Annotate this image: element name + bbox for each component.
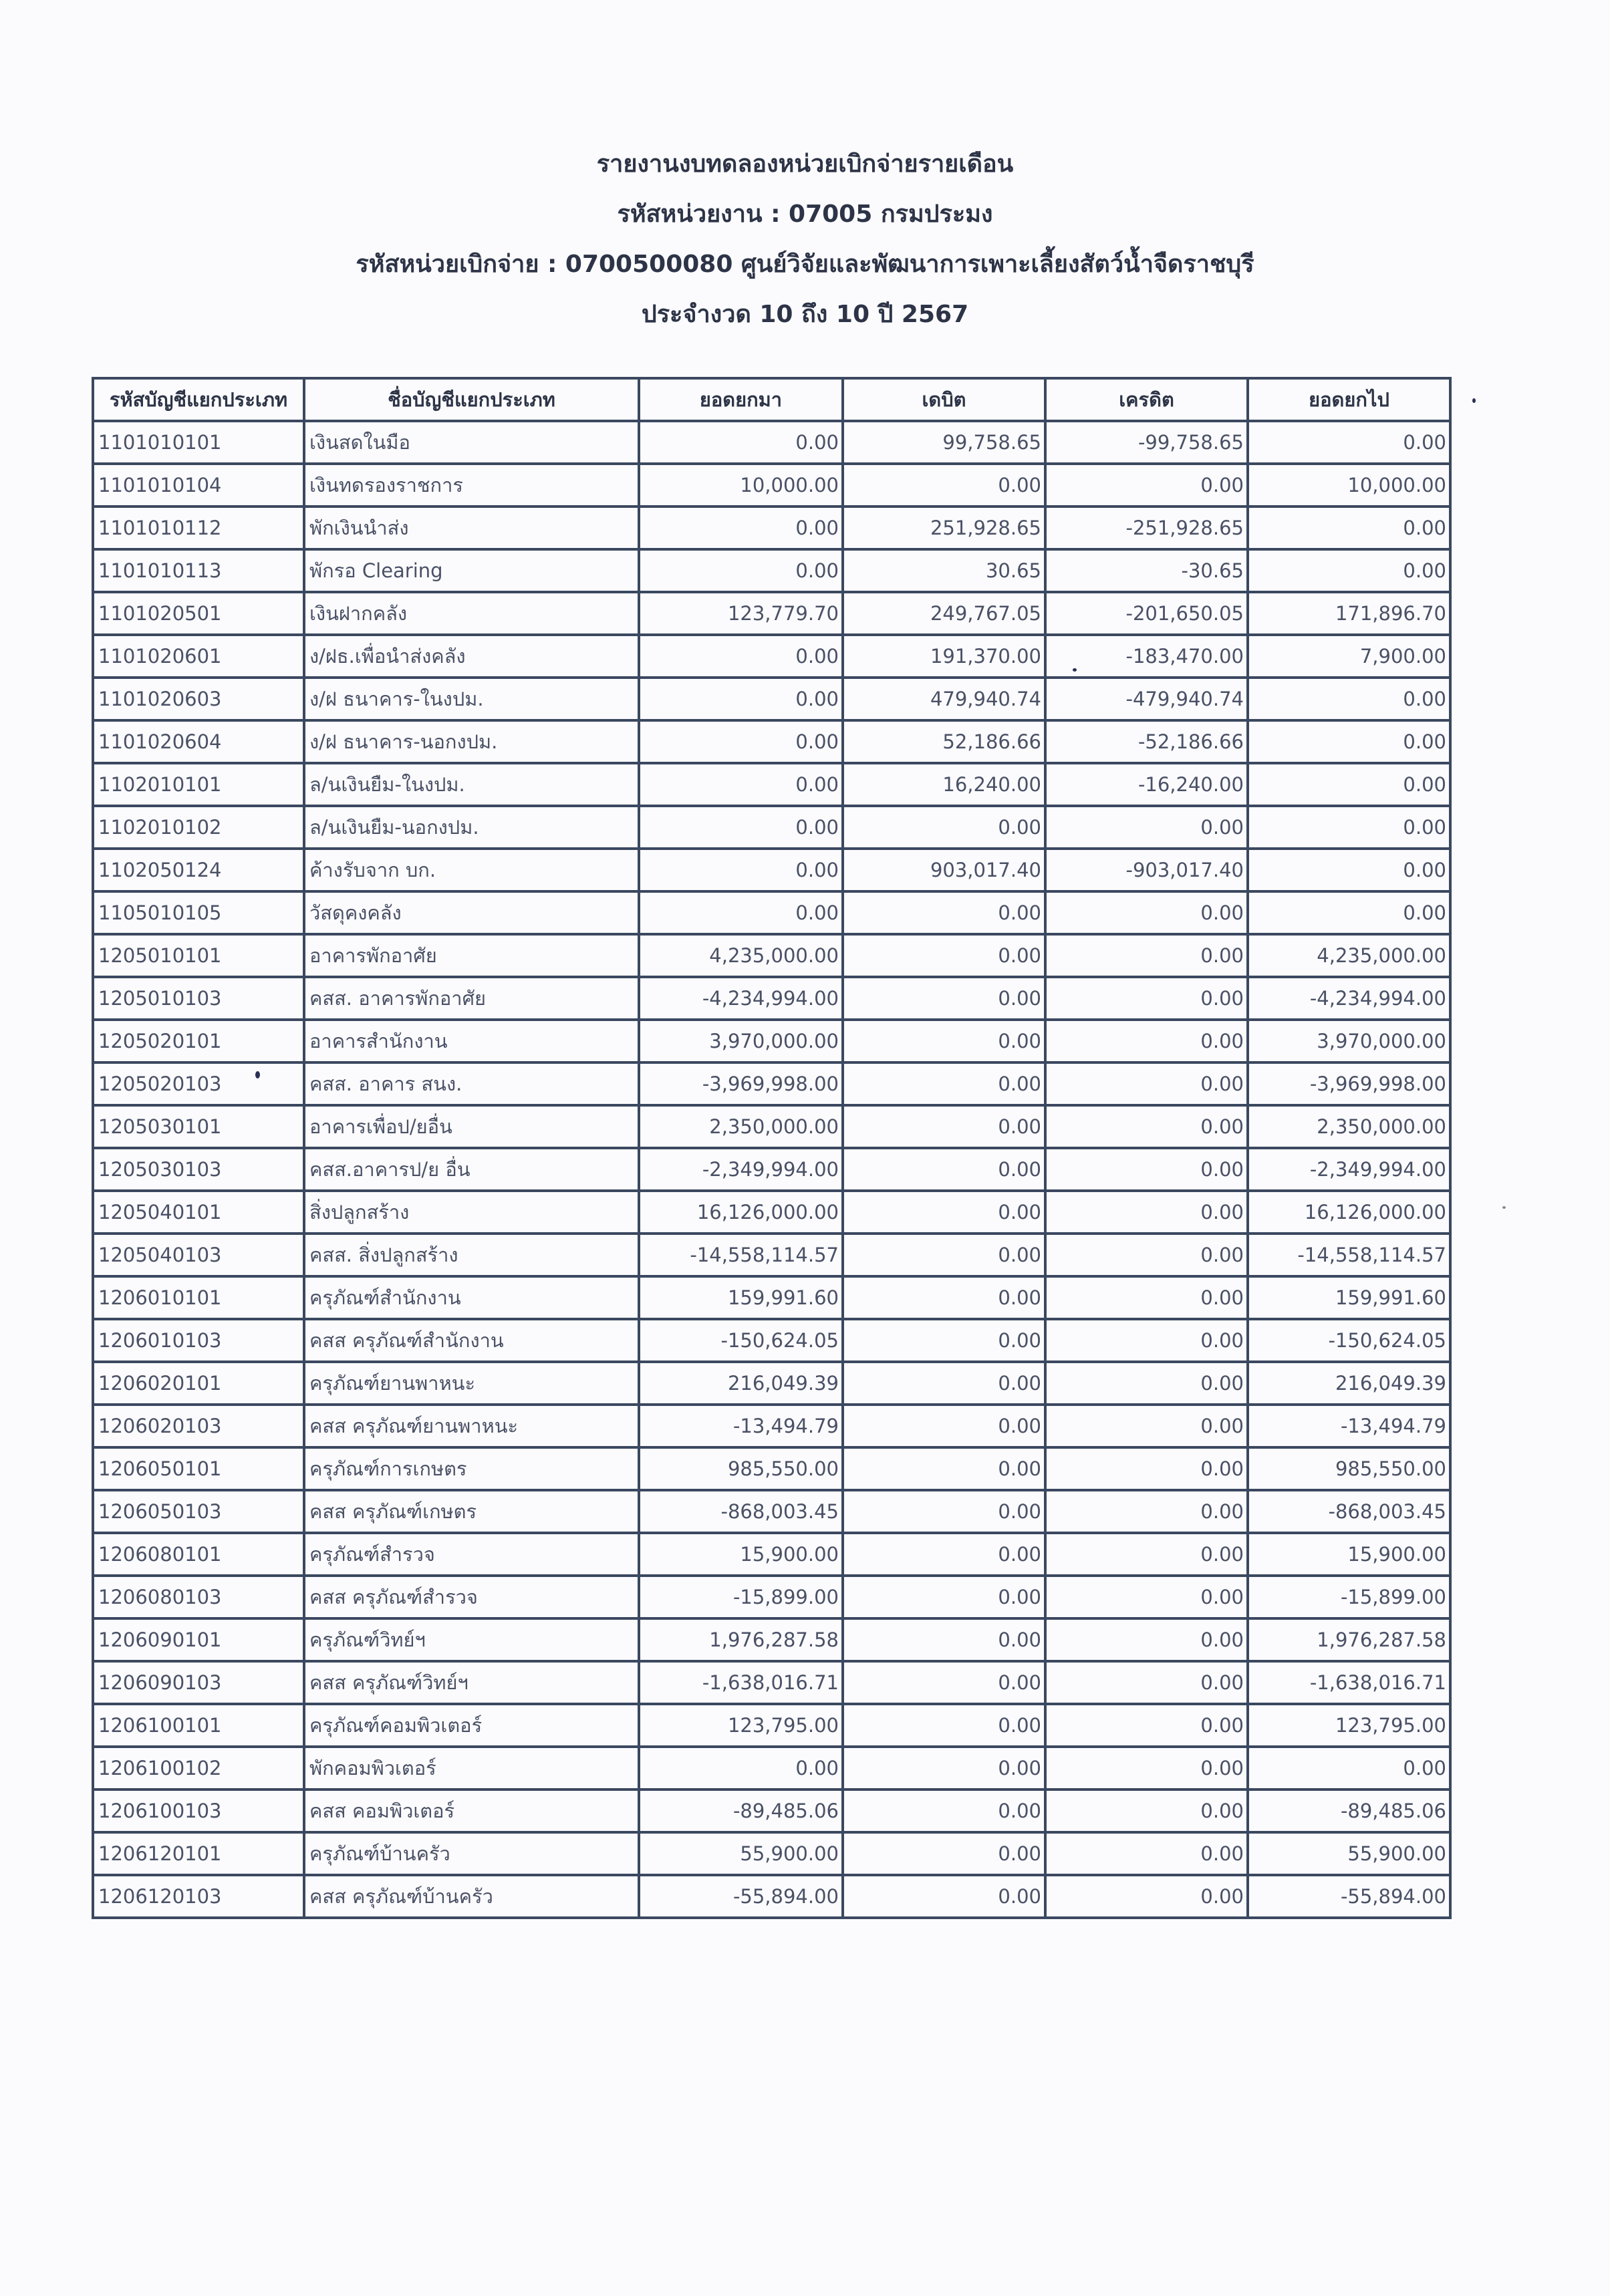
account-code-cell: 1205020101 — [93, 1020, 304, 1062]
table-row — [93, 1704, 1450, 1747]
trial-balance-table — [92, 377, 1452, 1919]
opening-balance-cell: -868,003.45 — [639, 1490, 843, 1533]
account-code-cell: 1206100103 — [93, 1789, 304, 1832]
debit-cell: 0.00 — [843, 977, 1045, 1020]
account-code-cell: 1206120103 — [93, 1875, 304, 1918]
account-name-cell: ล/นเงินยืม-ในงปม. — [304, 763, 639, 806]
table-row — [93, 763, 1450, 806]
account-name-cell: อาคารสำนักงาน — [304, 1020, 639, 1062]
table-row — [93, 1020, 1450, 1062]
closing-balance-cell: 55,900.00 — [1248, 1832, 1450, 1875]
table-row — [93, 1276, 1450, 1319]
opening-balance-cell: -55,894.00 — [639, 1875, 843, 1918]
credit-cell: 0.00 — [1045, 977, 1248, 1020]
table-row — [93, 1405, 1450, 1447]
credit-cell: 0.00 — [1045, 1234, 1248, 1276]
debit-cell: 479,940.74 — [843, 678, 1045, 720]
credit-cell: -903,017.40 — [1045, 849, 1248, 891]
credit-cell: 0.00 — [1045, 1576, 1248, 1618]
opening-balance-cell: 10,000.00 — [639, 464, 843, 507]
opening-balance-cell: 0.00 — [639, 421, 843, 464]
table-row — [93, 1533, 1450, 1576]
credit-cell: 0.00 — [1045, 1832, 1248, 1875]
closing-balance-cell: 0.00 — [1248, 763, 1450, 806]
account-code-cell: 1206090103 — [93, 1661, 304, 1704]
account-name-cell: วัสดุคงคลัง — [304, 891, 639, 934]
debit-cell: 0.00 — [843, 1405, 1045, 1447]
closing-balance-cell: 0.00 — [1248, 806, 1450, 849]
closing-balance-cell: -3,969,998.00 — [1248, 1062, 1450, 1105]
closing-balance-cell: 159,991.60 — [1248, 1276, 1450, 1319]
closing-balance-cell: -868,003.45 — [1248, 1490, 1450, 1533]
account-name-cell: ครุภัณฑ์บ้านครัว — [304, 1832, 639, 1875]
account-name-cell: ครุภัณฑ์วิทย์ฯ — [304, 1618, 639, 1661]
account-code-cell: 1205030101 — [93, 1105, 304, 1148]
table-row — [93, 549, 1450, 592]
account-name-cell: คสส ครุภัณฑ์ยานพาหนะ — [304, 1405, 639, 1447]
report-title: รายงานงบทดลองหน่วยเบิกจ่ายรายเดือน — [596, 150, 1014, 178]
debit-cell: 0.00 — [843, 1875, 1045, 1918]
closing-balance-cell: -55,894.00 — [1248, 1875, 1450, 1918]
table-row — [93, 891, 1450, 934]
opening-balance-cell: 0.00 — [639, 507, 843, 549]
debit-cell: 30.65 — [843, 549, 1045, 592]
debit-cell: 0.00 — [843, 1447, 1045, 1490]
table-row — [93, 1832, 1450, 1875]
credit-cell: 0.00 — [1045, 1533, 1248, 1576]
debit-cell: 251,928.65 — [843, 507, 1045, 549]
opening-balance-cell: 159,991.60 — [639, 1276, 843, 1319]
closing-balance-cell: -2,349,994.00 — [1248, 1148, 1450, 1191]
table-row — [93, 678, 1450, 720]
opening-balance-cell: 0.00 — [639, 720, 843, 763]
credit-cell: 0.00 — [1045, 1276, 1248, 1319]
table-row — [93, 464, 1450, 507]
debit-cell: 191,370.00 — [843, 635, 1045, 678]
closing-balance-cell: 0.00 — [1248, 678, 1450, 720]
debit-cell: 0.00 — [843, 1105, 1045, 1148]
account-code-cell: 1206090101 — [93, 1618, 304, 1661]
account-name-cell: ครุภัณฑ์การเกษตร — [304, 1447, 639, 1490]
account-code-cell: 1101020604 — [93, 720, 304, 763]
debit-cell: 99,758.65 — [843, 421, 1045, 464]
opening-balance-cell: -1,638,016.71 — [639, 1661, 843, 1704]
debit-cell: 0.00 — [843, 1832, 1045, 1875]
account-code-cell: 1101010104 — [93, 464, 304, 507]
opening-balance-cell: -15,899.00 — [639, 1576, 843, 1618]
opening-balance-cell: 15,900.00 — [639, 1533, 843, 1576]
debit-cell: 0.00 — [843, 1704, 1045, 1747]
table-row — [93, 1490, 1450, 1533]
opening-balance-cell: 0.00 — [639, 763, 843, 806]
account-name-cell: พักเงินนำส่ง — [304, 507, 639, 549]
column-header-debit: เดบิต — [843, 378, 1045, 421]
opening-balance-cell: -14,558,114.57 — [639, 1234, 843, 1276]
closing-balance-cell: 0.00 — [1248, 891, 1450, 934]
account-name-cell: คสส คอมพิวเตอร์ — [304, 1789, 639, 1832]
closing-balance-cell: -1,638,016.71 — [1248, 1661, 1450, 1704]
table-row — [93, 507, 1450, 549]
account-name-cell: พักคอมพิวเตอร์ — [304, 1747, 639, 1789]
debit-cell: 16,240.00 — [843, 763, 1045, 806]
agency-code-line: รหัสหน่วยงาน : 07005 กรมประมง — [617, 200, 993, 228]
account-code-cell: 1205020103 — [93, 1062, 304, 1105]
account-name-cell: สิ่งปลูกสร้าง — [304, 1191, 639, 1234]
closing-balance-cell: 4,235,000.00 — [1248, 934, 1450, 977]
account-code-cell: 1205030103 — [93, 1148, 304, 1191]
debit-cell: 0.00 — [843, 1062, 1045, 1105]
table-row — [93, 934, 1450, 977]
account-name-cell: อาคารพักอาศัย — [304, 934, 639, 977]
closing-balance-cell: 10,000.00 — [1248, 464, 1450, 507]
table-row — [93, 1191, 1450, 1234]
table-row — [93, 720, 1450, 763]
account-code-cell: 1205040101 — [93, 1191, 304, 1234]
debit-cell: 0.00 — [843, 1234, 1045, 1276]
opening-balance-cell: 2,350,000.00 — [639, 1105, 843, 1148]
opening-balance-cell: 0.00 — [639, 635, 843, 678]
table-row — [93, 1234, 1450, 1276]
account-code-cell: 1206080101 — [93, 1533, 304, 1576]
account-name-cell: ครุภัณฑ์สำนักงาน — [304, 1276, 639, 1319]
closing-balance-cell: 3,970,000.00 — [1248, 1020, 1450, 1062]
table-row — [93, 977, 1450, 1020]
closing-balance-cell: -13,494.79 — [1248, 1405, 1450, 1447]
account-code-cell: 1101020601 — [93, 635, 304, 678]
table-row — [93, 806, 1450, 849]
account-code-cell: 1206010101 — [93, 1276, 304, 1319]
account-code-cell: 1206050101 — [93, 1447, 304, 1490]
table-row — [93, 1062, 1450, 1105]
scan-speck — [255, 1071, 260, 1079]
account-code-cell: 1101010113 — [93, 549, 304, 592]
debit-cell: 0.00 — [843, 1148, 1045, 1191]
closing-balance-cell: -89,485.06 — [1248, 1789, 1450, 1832]
debit-cell: 0.00 — [843, 891, 1045, 934]
account-name-cell: คสส ครุภัณฑ์บ้านครัว — [304, 1875, 639, 1918]
debit-cell: 0.00 — [843, 1789, 1045, 1832]
closing-balance-cell: 985,550.00 — [1248, 1447, 1450, 1490]
closing-balance-cell: 7,900.00 — [1248, 635, 1450, 678]
credit-cell: -99,758.65 — [1045, 421, 1248, 464]
closing-balance-cell: 0.00 — [1248, 421, 1450, 464]
account-name-cell: ง/ฝธ.เพื่อนำส่งคลัง — [304, 635, 639, 678]
account-code-cell: 1205010103 — [93, 977, 304, 1020]
account-name-cell: พักรอ Clearing — [304, 549, 639, 592]
credit-cell: -479,940.74 — [1045, 678, 1248, 720]
closing-balance-cell: 171,896.70 — [1248, 592, 1450, 635]
debit-cell: 0.00 — [843, 1362, 1045, 1405]
column-header-name: ชื่อบัญชีแยกประเภท — [304, 378, 639, 421]
account-code-cell: 1206080103 — [93, 1576, 304, 1618]
debit-cell: 0.00 — [843, 1319, 1045, 1362]
account-name-cell: ครุภัณฑ์ยานพาหนะ — [304, 1362, 639, 1405]
table-row — [93, 421, 1450, 464]
table-row — [93, 635, 1450, 678]
account-code-cell: 1205040103 — [93, 1234, 304, 1276]
closing-balance-cell: 216,049.39 — [1248, 1362, 1450, 1405]
debit-cell: 52,186.66 — [843, 720, 1045, 763]
account-code-cell: 1101010112 — [93, 507, 304, 549]
debit-cell: 0.00 — [843, 464, 1045, 507]
opening-balance-cell: 0.00 — [639, 806, 843, 849]
credit-cell: 0.00 — [1045, 1447, 1248, 1490]
account-name-cell: อาคารเพื่อป/ยอื่น — [304, 1105, 639, 1148]
credit-cell: -16,240.00 — [1045, 763, 1248, 806]
credit-cell: 0.00 — [1045, 934, 1248, 977]
debit-cell: 0.00 — [843, 1661, 1045, 1704]
column-header-credit: เครดิต — [1045, 378, 1248, 421]
account-name-cell: ง/ฝ ธนาคาร-นอกงปม. — [304, 720, 639, 763]
closing-balance-cell: 1,976,287.58 — [1248, 1618, 1450, 1661]
credit-cell: -30.65 — [1045, 549, 1248, 592]
account-code-cell: 1206010103 — [93, 1319, 304, 1362]
table-row — [93, 1148, 1450, 1191]
table-body — [93, 421, 1450, 1918]
opening-balance-cell: -4,234,994.00 — [639, 977, 843, 1020]
column-header-code: รหัสบัญชีแยกประเภท — [93, 378, 304, 421]
opening-balance-cell: 0.00 — [639, 891, 843, 934]
credit-cell: -52,186.66 — [1045, 720, 1248, 763]
debit-cell: 0.00 — [843, 1020, 1045, 1062]
debit-cell: 903,017.40 — [843, 849, 1045, 891]
credit-cell: 0.00 — [1045, 1319, 1248, 1362]
credit-cell: 0.00 — [1045, 1148, 1248, 1191]
scan-speck — [1502, 1206, 1506, 1209]
credit-cell: 0.00 — [1045, 1704, 1248, 1747]
account-name-cell: คสส ครุภัณฑ์เกษตร — [304, 1490, 639, 1533]
account-name-cell: คสส.อาคารป/ย อื่น — [304, 1148, 639, 1191]
table-row — [93, 592, 1450, 635]
account-code-cell: 1101020501 — [93, 592, 304, 635]
debit-cell: 0.00 — [843, 806, 1045, 849]
credit-cell: 0.00 — [1045, 1405, 1248, 1447]
account-name-cell: คสส. สิ่งปลูกสร้าง — [304, 1234, 639, 1276]
credit-cell: 0.00 — [1045, 1875, 1248, 1918]
report-header — [0, 139, 1610, 339]
account-code-cell: 1205010101 — [93, 934, 304, 977]
account-code-cell: 1102010102 — [93, 806, 304, 849]
table-row — [93, 1105, 1450, 1148]
debit-cell: 0.00 — [843, 1490, 1045, 1533]
credit-cell: -251,928.65 — [1045, 507, 1248, 549]
closing-balance-cell: 123,795.00 — [1248, 1704, 1450, 1747]
account-name-cell: ครุภัณฑ์สำรวจ — [304, 1533, 639, 1576]
account-code-cell: 1101020603 — [93, 678, 304, 720]
credit-cell: 0.00 — [1045, 1661, 1248, 1704]
table-row — [93, 1576, 1450, 1618]
closing-balance-cell: 0.00 — [1248, 720, 1450, 763]
closing-balance-cell: -15,899.00 — [1248, 1576, 1450, 1618]
account-name-cell: คสส ครุภัณฑ์สำนักงาน — [304, 1319, 639, 1362]
account-name-cell: เงินฝากคลัง — [304, 592, 639, 635]
account-code-cell: 1206120101 — [93, 1832, 304, 1875]
account-code-cell: 1206020103 — [93, 1405, 304, 1447]
account-name-cell: ครุภัณฑ์คอมพิวเตอร์ — [304, 1704, 639, 1747]
table-row — [93, 1789, 1450, 1832]
closing-balance-cell: 0.00 — [1248, 507, 1450, 549]
scan-speck — [1472, 398, 1476, 403]
debit-cell: 0.00 — [843, 1747, 1045, 1789]
account-code-cell: 1206100101 — [93, 1704, 304, 1747]
opening-balance-cell: 216,049.39 — [639, 1362, 843, 1405]
account-name-cell: ล/นเงินยืม-นอกงปม. — [304, 806, 639, 849]
opening-balance-cell: -13,494.79 — [639, 1405, 843, 1447]
table-row — [93, 849, 1450, 891]
credit-cell: 0.00 — [1045, 806, 1248, 849]
debit-cell: 0.00 — [843, 934, 1045, 977]
account-code-cell: 1101010101 — [93, 421, 304, 464]
closing-balance-cell: -150,624.05 — [1248, 1319, 1450, 1362]
opening-balance-cell: 0.00 — [639, 849, 843, 891]
credit-cell: 0.00 — [1045, 1020, 1248, 1062]
credit-cell: 0.00 — [1045, 891, 1248, 934]
opening-balance-cell: 0.00 — [639, 549, 843, 592]
opening-balance-cell: -3,969,998.00 — [639, 1062, 843, 1105]
closing-balance-cell: 0.00 — [1248, 849, 1450, 891]
table-row — [93, 1875, 1450, 1918]
opening-balance-cell: 123,795.00 — [639, 1704, 843, 1747]
table-row — [93, 1319, 1450, 1362]
account-name-cell: คสส ครุภัณฑ์วิทย์ฯ — [304, 1661, 639, 1704]
table-row — [93, 1447, 1450, 1490]
table-row — [93, 1618, 1450, 1661]
table-row — [93, 1747, 1450, 1789]
closing-balance-cell: 16,126,000.00 — [1248, 1191, 1450, 1234]
closing-balance-cell: 15,900.00 — [1248, 1533, 1450, 1576]
opening-balance-cell: 55,900.00 — [639, 1832, 843, 1875]
credit-cell: -201,650.05 — [1045, 592, 1248, 635]
table-header-row — [93, 378, 1450, 421]
opening-balance-cell: 4,235,000.00 — [639, 934, 843, 977]
account-code-cell: 1102010101 — [93, 763, 304, 806]
scan-speck — [1073, 668, 1077, 672]
closing-balance-cell: 0.00 — [1248, 549, 1450, 592]
credit-cell: 0.00 — [1045, 1105, 1248, 1148]
debit-cell: 0.00 — [843, 1533, 1045, 1576]
opening-balance-cell: -2,349,994.00 — [639, 1148, 843, 1191]
credit-cell: 0.00 — [1045, 1490, 1248, 1533]
account-code-cell: 1206100102 — [93, 1747, 304, 1789]
opening-balance-cell: -150,624.05 — [639, 1319, 843, 1362]
debit-cell: 0.00 — [843, 1191, 1045, 1234]
account-code-cell: 1102050124 — [93, 849, 304, 891]
table-row — [93, 1661, 1450, 1704]
credit-cell: -183,470.00 — [1045, 635, 1248, 678]
closing-balance-cell: 2,350,000.00 — [1248, 1105, 1450, 1148]
closing-balance-cell: -4,234,994.00 — [1248, 977, 1450, 1020]
debit-cell: 0.00 — [843, 1276, 1045, 1319]
account-code-cell: 1206050103 — [93, 1490, 304, 1533]
account-name-cell: ง/ฝ ธนาคาร-ในงปม. — [304, 678, 639, 720]
opening-balance-cell: 1,976,287.58 — [639, 1618, 843, 1661]
table-row — [93, 1362, 1450, 1405]
opening-balance-cell: -89,485.06 — [639, 1789, 843, 1832]
credit-cell: 0.00 — [1045, 1062, 1248, 1105]
account-code-cell: 1206020101 — [93, 1362, 304, 1405]
credit-cell: 0.00 — [1045, 464, 1248, 507]
opening-balance-cell: 985,550.00 — [639, 1447, 843, 1490]
closing-balance-cell: -14,558,114.57 — [1248, 1234, 1450, 1276]
closing-balance-cell: 0.00 — [1248, 1747, 1450, 1789]
opening-balance-cell: 0.00 — [639, 678, 843, 720]
opening-balance-cell: 16,126,000.00 — [639, 1191, 843, 1234]
account-name-cell: คสส ครุภัณฑ์สำรวจ — [304, 1576, 639, 1618]
credit-cell: 0.00 — [1045, 1747, 1248, 1789]
credit-cell: 0.00 — [1045, 1618, 1248, 1661]
disbursing-unit-line: รหัสหน่วยเบิกจ่าย : 0700500080 ศูนย์วิจัยและพัฒนาการเพาะเลี้ยงสัตว์น้ำจืดราชบุรี — [356, 251, 1254, 278]
debit-cell: 0.00 — [843, 1618, 1045, 1661]
account-name-cell: เงินทดรองราชการ — [304, 464, 639, 507]
account-code-cell: 1105010105 — [93, 891, 304, 934]
account-name-cell: คสส. อาคารพักอาศัย — [304, 977, 639, 1020]
credit-cell: 0.00 — [1045, 1789, 1248, 1832]
column-header-closing: ยอดยกไป — [1248, 378, 1450, 421]
account-name-cell: ค้างรับจาก บก. — [304, 849, 639, 891]
credit-cell: 0.00 — [1045, 1362, 1248, 1405]
opening-balance-cell: 123,779.70 — [639, 592, 843, 635]
debit-cell: 249,767.05 — [843, 592, 1045, 635]
debit-cell: 0.00 — [843, 1576, 1045, 1618]
period-line: ประจำงวด 10 ถึง 10 ปี 2567 — [641, 301, 969, 328]
credit-cell: 0.00 — [1045, 1191, 1248, 1234]
account-name-cell: เงินสดในมือ — [304, 421, 639, 464]
account-name-cell: คสส. อาคาร สนง. — [304, 1062, 639, 1105]
column-header-opening: ยอดยกมา — [639, 378, 843, 421]
opening-balance-cell: 3,970,000.00 — [639, 1020, 843, 1062]
opening-balance-cell: 0.00 — [639, 1747, 843, 1789]
